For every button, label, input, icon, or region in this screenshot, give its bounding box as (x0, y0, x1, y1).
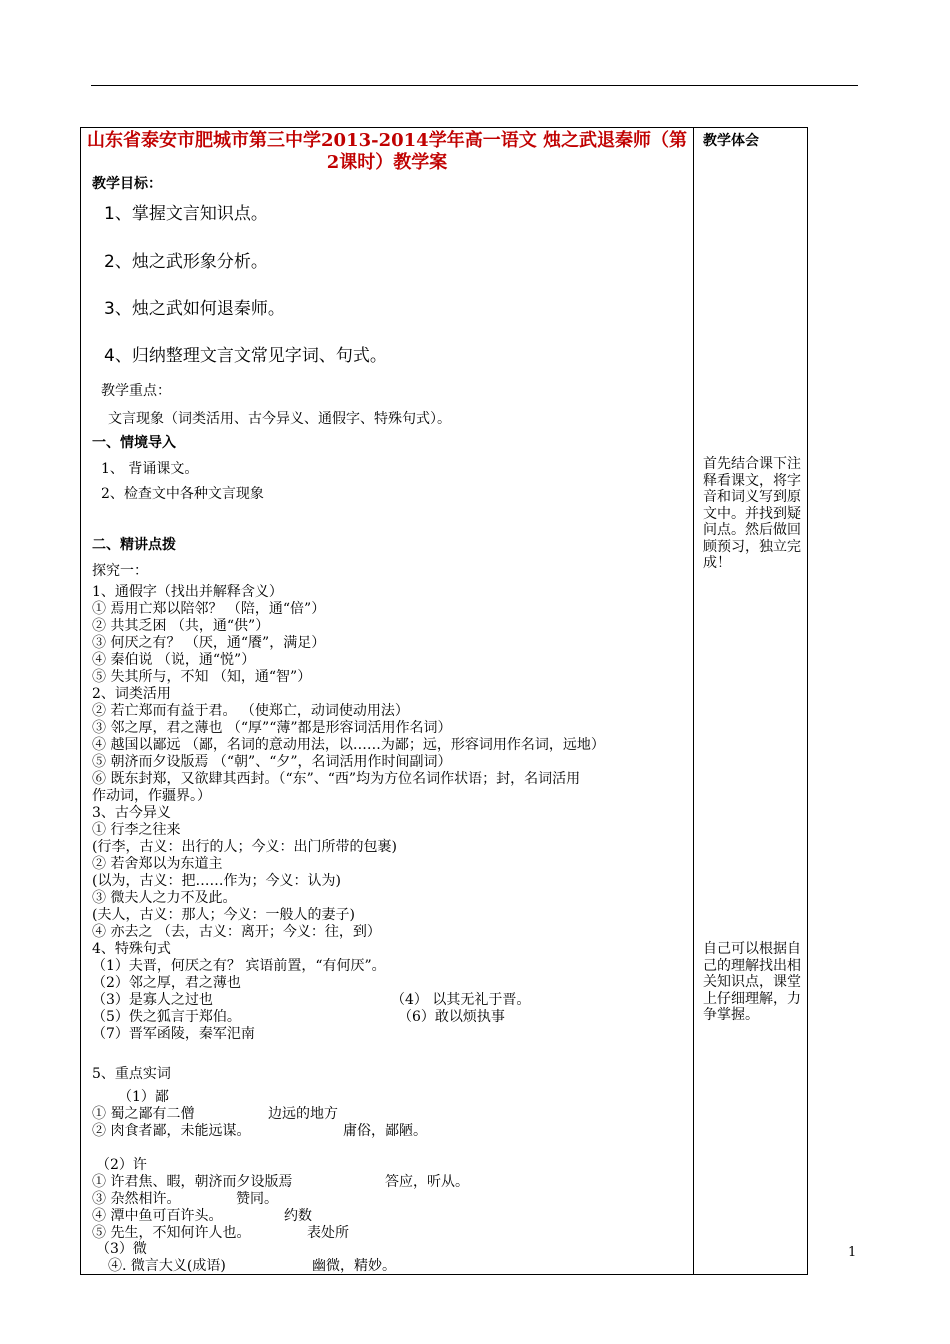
page-number: 1 (848, 1245, 857, 1260)
text-line: 3、古今异义 (92, 805, 171, 821)
text-line: ① 焉用亡郑以陪邻？ （陪，通“倍”） (92, 601, 326, 617)
text-line: （2）邻之厚，君之薄也 (92, 975, 241, 991)
text-line: ② 共其乏困 （共，通“供”） (92, 618, 270, 634)
text-line: 约数 (284, 1208, 312, 1224)
text-line: ④. 微言大义(成语) (108, 1258, 226, 1274)
objective-item: 2、烛之武形象分析。 (104, 252, 268, 272)
text-line: （5）佚之狐言于郑伯。 (92, 1009, 241, 1025)
intro-item: 2、检查文中各种文言现象 (101, 486, 264, 502)
text-line: ② 若舍郑以为东道主 (92, 856, 223, 872)
focus-heading: 教学重点： (101, 383, 171, 399)
text-line: （1）夫晋，何厌之有？ 宾语前置，“有何厌”。 (92, 958, 386, 974)
text-line: 边远的地方 (268, 1106, 338, 1122)
focus-text: 文言现象（词类活用、古今异义、通假字、特殊句式）。 (108, 411, 451, 427)
objectives-heading: 教学目标： (92, 176, 162, 192)
text-line: （3）是寡人之过也 (92, 992, 213, 1008)
page-title: 山东省泰安市肥城市第三中学2013-2014学年高一语文 烛之武退秦师（第2课时）教学案 (87, 130, 687, 173)
text-line: ③ 何厌之有？ （厌，通“餍”，满足） (92, 635, 326, 651)
text-line: 答应，听从。 (385, 1174, 469, 1190)
objective-item: 1、掌握文言知识点。 (104, 204, 268, 224)
text-line: ① 蜀之鄙有二僧 (92, 1106, 195, 1122)
text-line: 2、词类活用 (92, 686, 171, 702)
text-line: ④ 潭中鱼可百许头。 (92, 1208, 223, 1224)
text-line: ③ 微夫人之力不及此。 (92, 890, 237, 906)
side-column-header: 教学体会 (703, 133, 759, 149)
text-line: (夫人，古义：那人；今义：一般人的妻子) (92, 907, 355, 923)
section-heading-explain: 二、精讲点拨 (92, 537, 176, 553)
text-line: ⑥ 既东封郑，又欲肆其西封。（“东”、“西”均为方位名词作状语；封，名词活用 (92, 771, 581, 787)
text-line: ③ 邻之厚，君之薄也 （“厚”“薄”都是形容词活用作名词） (92, 720, 452, 736)
explore-label: 探究一： (92, 563, 148, 579)
text-line: ④ 亦去之 （去，古义：离开；今义：往，到） (92, 924, 381, 940)
text-line: ② 若亡郑而有益于君。 （使郑亡，动词使动用法） (92, 703, 409, 719)
text-line: ③ 杂然相许。 (92, 1191, 181, 1207)
column-divider (693, 127, 694, 1275)
section-heading-intro: 一、情境导入 (92, 435, 176, 451)
side-note-1: 首先结合课下注释看课文，将字音和词义写到原文中。并找到疑问点。然后做回顾预习，独立完成！ (703, 456, 801, 571)
text-line: （2）许 (96, 1157, 147, 1173)
text-line: 赞同。 (236, 1191, 278, 1207)
text-line: （3）微 (96, 1241, 147, 1257)
text-line: （1）鄙 (118, 1089, 169, 1105)
side-note-2: 自己可以根据自己的理解找出相关知识点，课堂上仔细理解，力争掌握。 (703, 941, 801, 1023)
intro-item: 1、 背诵课文。 (101, 461, 199, 477)
text-line: ④ 秦伯说 （说，通“悦”） (92, 652, 256, 668)
text-line: 幽微，精妙。 (312, 1258, 396, 1274)
text-line: (行李，古义：出行的人；今义：出门所带的包裹) (92, 839, 397, 855)
text-line: 表处所 (307, 1225, 349, 1241)
text-line: (以为，古义：把……作为；今义：认为) (92, 873, 341, 889)
text-line: ② 肉食者鄙，未能远谋。 (92, 1123, 251, 1139)
objective-item: 4、归纳整理文言文常见字词、句式。 (104, 346, 387, 366)
text-line: ⑤ 朝济而夕设版焉 （“朝”、“夕”，名词活用作时间副词） (92, 754, 452, 770)
text-line: 1、通假字（找出并解释含义） (92, 584, 283, 600)
text-line: 庸俗，鄙陋。 (343, 1123, 427, 1139)
header-rule (91, 85, 858, 86)
text-line: 5、重点实词 (92, 1066, 171, 1082)
text-line: （6）敢以烦执事 (398, 1009, 505, 1025)
text-line: （4） 以其无礼于晋。 (391, 992, 531, 1008)
text-line: 作动词，作疆界。） (92, 788, 211, 804)
text-line: ④ 越国以鄙远 （鄙，名词的意动用法，以……为鄙；远，形容词用作名词，远地） (92, 737, 605, 753)
text-line: 4、特殊句式 (92, 941, 171, 957)
text-line: ① 行李之往来 (92, 822, 181, 838)
objective-item: 3、烛之武如何退秦师。 (104, 299, 285, 319)
text-line: （7）晋军函陵，秦军汜南 (92, 1026, 255, 1042)
text-line: ⑤ 失其所与，不知 （知，通“智”） (92, 669, 312, 685)
text-line: ⑤ 先生，不知何许人也。 (92, 1225, 251, 1241)
text-line: ① 许君焦、暇，朝济而夕设版焉 (92, 1174, 293, 1190)
